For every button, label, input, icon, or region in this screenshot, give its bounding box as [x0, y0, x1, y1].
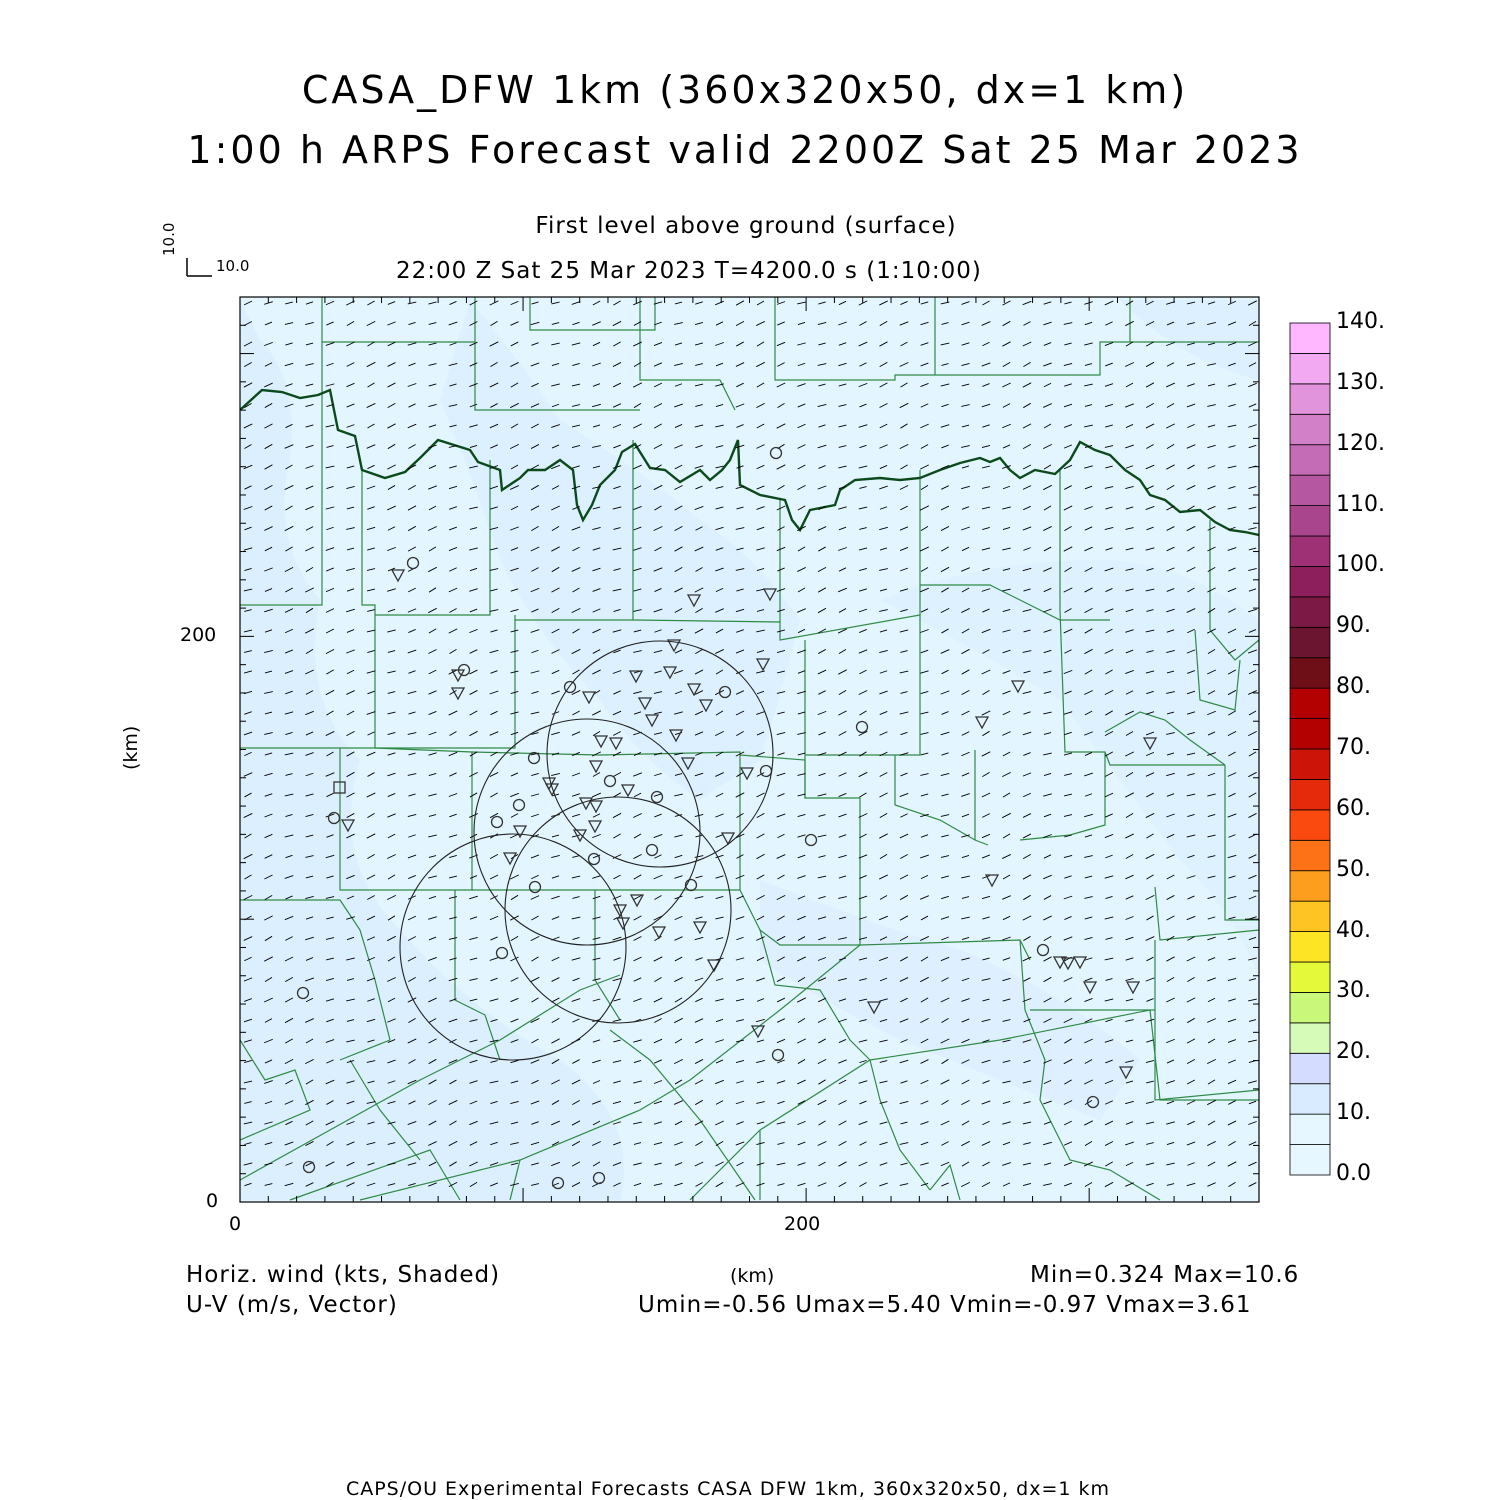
colorbar-label: 30. [1336, 978, 1371, 1004]
level-subtitle: First level above ground (surface) [535, 213, 957, 239]
colorbar-segment [1290, 627, 1330, 657]
x-tick-label-200: 200 [784, 1213, 821, 1235]
colorbar-label: 0.0 [1336, 1161, 1371, 1186]
colorbar-label: 130. [1336, 369, 1385, 395]
x-tick-label-0: 0 [229, 1213, 242, 1235]
colorbar [1290, 323, 1330, 1175]
colorbar-segment [1290, 1145, 1330, 1175]
y-axis-label: (km) [120, 725, 142, 770]
colorbar-label: 90. [1336, 613, 1371, 639]
vector-key-icon [187, 258, 212, 276]
footer-vector-field: U-V (m/s, Vector) [186, 1292, 398, 1318]
colorbar-segment [1290, 566, 1330, 596]
colorbar-segment [1290, 353, 1330, 383]
plot-title-line2: 1:00 h ARPS Forecast valid 2200Z Sat 25 Mar 2023 [187, 128, 1303, 172]
colorbar-segment [1290, 414, 1330, 444]
colorbar-segment [1290, 1053, 1330, 1083]
colorbar-segment [1290, 901, 1330, 931]
colorbar-label: 60. [1336, 795, 1371, 821]
footer-credit: CAPS/OU Experimental Forecasts CASA DFW 1km, 360x320x50, dx=1 km [345, 1478, 1111, 1500]
colorbar-segment [1290, 1023, 1330, 1053]
colorbar-segment [1290, 992, 1330, 1022]
colorbar-label: 20. [1336, 1039, 1371, 1065]
colorbar-segment [1290, 475, 1330, 505]
colorbar-label: 40. [1336, 917, 1371, 943]
colorbar-label: 10. [1336, 1100, 1371, 1126]
colorbar-segment [1290, 871, 1330, 901]
colorbar-label: 140. [1336, 309, 1385, 334]
colorbar-segment [1290, 688, 1330, 718]
colorbar-segment [1290, 506, 1330, 536]
colorbar-segment [1290, 779, 1330, 809]
y-tick-label-200: 200 [180, 624, 217, 646]
colorbar-label: 80. [1336, 674, 1371, 700]
colorbar-segment [1290, 749, 1330, 779]
colorbar-segment [1290, 810, 1330, 840]
colorbar-label: 110. [1336, 491, 1385, 517]
footer-uv-range: Umin=-0.56 Umax=5.40 Vmin=-0.97 Vmax=3.61 [638, 1292, 1252, 1318]
x-axis-label: (km) [730, 1265, 775, 1287]
footer-minmax: Min=0.324 Max=10.6 [1030, 1262, 1300, 1288]
colorbar-segment [1290, 719, 1330, 749]
vector-key-horizontal: 10.0 [216, 257, 250, 275]
plot-title-line1: CASA_DFW 1km (360x320x50, dx=1 km) [301, 68, 1189, 112]
colorbar-segment [1290, 658, 1330, 688]
colorbar-segment [1290, 445, 1330, 475]
colorbar-segment [1290, 384, 1330, 414]
colorbar-segment [1290, 597, 1330, 627]
colorbar-segment [1290, 840, 1330, 870]
y-tick-label-0: 0 [206, 1190, 219, 1212]
colorbar-segment [1290, 1084, 1330, 1114]
colorbar-segment [1290, 962, 1330, 992]
colorbar-label: 100. [1336, 552, 1385, 578]
footer-shaded-field: Horiz. wind (kts, Shaded) [186, 1262, 501, 1288]
colorbar-segment [1290, 932, 1330, 962]
colorbar-segment [1290, 536, 1330, 566]
colorbar-label: 70. [1336, 735, 1371, 760]
colorbar-label: 50. [1336, 856, 1371, 882]
colorbar-label: 120. [1336, 430, 1385, 456]
colorbar-segment [1290, 1114, 1330, 1144]
colorbar-segment [1290, 323, 1330, 353]
vector-key-vertical: 10.0 [160, 222, 178, 256]
time-subtitle: 22:00 Z Sat 25 Mar 2023 T=4200.0 s (1:10:00) [396, 258, 982, 284]
